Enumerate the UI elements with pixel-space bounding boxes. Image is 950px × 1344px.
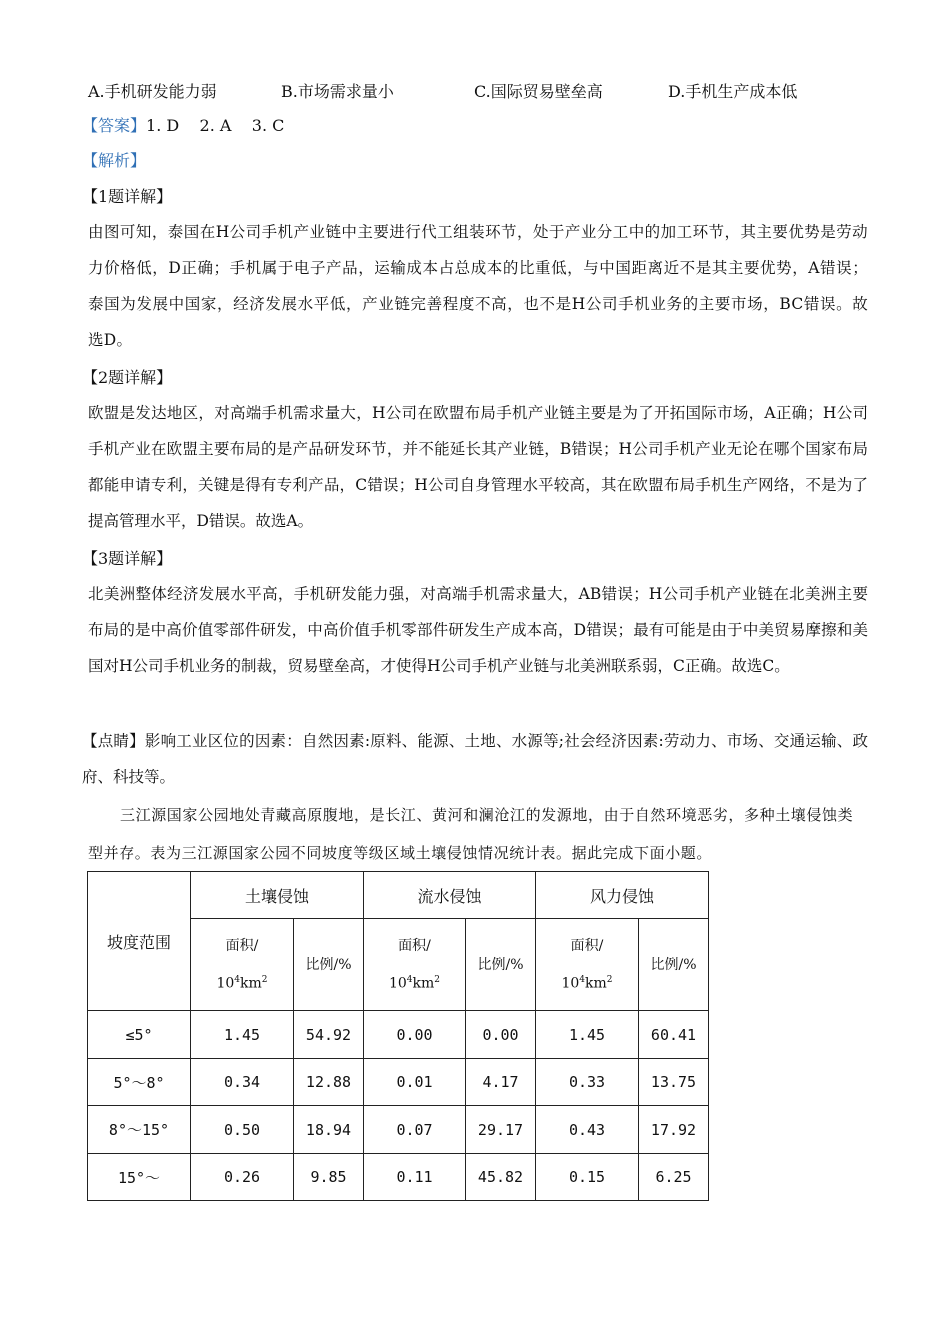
answer-tag: 【答案】 — [82, 116, 147, 135]
table-row — [88, 1154, 709, 1201]
table-cell: 1.45 — [536, 1011, 639, 1059]
table-cell: 17.92 — [639, 1106, 709, 1154]
option-a — [88, 82, 217, 102]
tip-tag: 【点睛】 — [82, 732, 145, 750]
analysis-line — [82, 151, 146, 171]
table-cell: 0.43 — [536, 1106, 639, 1154]
area-header — [364, 919, 466, 1011]
area-unit-tail: km — [240, 975, 262, 992]
table-cell: 54.92 — [294, 1011, 364, 1059]
q1-body: 由图可知，泰国在H公司手机产业链中主要进行代工组装环节，处于产业分工中的加工环节，其主要优势是劳动力价格低，D正确；手机属于电子产品，运输成本占总成本的比重低，与中国距离近不是其主要优势，A错误；泰国为发展中国家，经济发展水平低，产业链完善程度不高，也不是H公司手机业务的主要市场，BC错误。故选D。 — [88, 223, 868, 349]
answer-line — [82, 116, 284, 136]
option-d — [668, 82, 797, 102]
area-label: 面积/ — [225, 937, 259, 954]
area-unit-exp: 4 — [579, 974, 586, 985]
table-cell: 0.33 — [536, 1059, 639, 1106]
slope-range-cell: 5°～8° — [88, 1059, 191, 1106]
area-unit-exp: 4 — [406, 974, 413, 985]
table-cell: 0.07 — [364, 1106, 466, 1154]
area-unit-base: 10 — [388, 975, 407, 992]
table-cell: 13.75 — [639, 1059, 709, 1106]
area-unit-exp: 4 — [234, 974, 241, 985]
option-b — [281, 82, 394, 102]
area-unit-sq: 2 — [434, 974, 441, 985]
slope-range-cell: ≤5° — [88, 1011, 191, 1059]
area-unit-sq: 2 — [606, 974, 613, 985]
q2-body: 欧盟是发达地区，对高端手机需求量大，H公司在欧盟布局手机产业链主要是为了开拓国际市场，A正确；H公司手机产业在欧盟主要布局的是产品研发环节，并不能延长其产业链，B错误；H公司手机产业无论在哪个国家布局都能申请专利，关键是得有专利产品，C错误；H公司自身管理水平较高，其在欧盟布局手机生产网络，不是为了提高管理水平，D错误。故选A。 — [88, 404, 868, 530]
area-unit-tail: km — [412, 975, 435, 992]
table-cell: 0.15 — [536, 1154, 639, 1201]
table-row — [88, 1011, 709, 1059]
ratio-header: 比例/% — [466, 919, 536, 1011]
table-cell: 9.85 — [294, 1154, 364, 1201]
option-c — [474, 82, 603, 102]
answer-text: 1. D 2. A 3. C — [146, 116, 285, 135]
table-cell: 0.01 — [364, 1059, 466, 1106]
slope-range-cell: 8°～15° — [88, 1106, 191, 1154]
slope-range-header: 坡度范围 — [88, 872, 191, 1011]
option-b-letter: B. — [281, 82, 298, 101]
soil-erosion-header: 土壤侵蚀 — [191, 872, 364, 919]
area-header — [536, 919, 639, 1011]
ratio-header: 比例/% — [639, 919, 709, 1011]
area-header — [191, 919, 294, 1011]
ratio-header: 比例/% — [294, 919, 364, 1011]
area-unit-base: 10 — [561, 975, 580, 992]
table-row — [88, 1106, 709, 1154]
option-b-text: 市场需求量小 — [297, 82, 394, 101]
table-row — [88, 1059, 709, 1106]
q3-body: 北美洲整体经济发展水平高，手机研发能力强，对高端手机需求量大，AB错误；H公司手机产业链在北美洲主要布局的是中高价值零部件研发，中高价值手机零部件研发生产成本高，D错误；最有可能是由于中美贸易摩擦和美国对H公司手机业务的制裁，贸易壁垒高，才使得H公司手机产业链与北美洲联系弱，C正确。故选C。 — [88, 585, 868, 675]
table-cell: 0.00 — [364, 1011, 466, 1059]
analysis-tag: 【解析】 — [82, 151, 147, 170]
wind-erosion-header: 风力侵蚀 — [536, 872, 709, 919]
option-a-letter: A. — [88, 82, 105, 101]
area-unit-sq: 2 — [261, 974, 268, 985]
table-cell: 0.34 — [191, 1059, 294, 1106]
table-cell: 0.26 — [191, 1154, 294, 1201]
table-cell: 6.25 — [639, 1154, 709, 1201]
slope-range-cell: 15°～ — [88, 1154, 191, 1201]
option-d-letter: D. — [668, 82, 686, 101]
option-d-text: 手机生产成本低 — [685, 82, 798, 101]
q1-heading: 【1题详解】 — [82, 187, 173, 206]
table-cell: 1.45 — [191, 1011, 294, 1059]
table-cell: 4.17 — [466, 1059, 536, 1106]
table-cell: 12.88 — [294, 1059, 364, 1106]
q2-heading: 【2题详解】 — [82, 368, 173, 387]
tip-paragraph — [82, 723, 868, 795]
q3-heading: 【3题详解】 — [82, 549, 173, 568]
table-cell: 18.94 — [294, 1106, 364, 1154]
option-c-text: 国际贸易壁垒高 — [490, 82, 603, 101]
area-unit-tail: km — [585, 975, 607, 992]
option-c-letter: C. — [474, 82, 491, 101]
table-cell: 0.11 — [364, 1154, 466, 1201]
erosion-table — [87, 871, 709, 1201]
table-header-row-1 — [88, 872, 709, 919]
option-a-text: 手机研发能力弱 — [104, 82, 217, 101]
area-unit-base: 10 — [216, 975, 235, 992]
table-cell: 60.41 — [639, 1011, 709, 1059]
intro-paragraph: 三江源国家公园地处青藏高原腹地，是长江、黄河和澜沧江的发源地，由于自然环境恶劣，多种土壤侵蚀类型并存。表为三江源国家公园不同坡度等级区域土壤侵蚀情况统计表。据此完成下面小题。 — [88, 806, 854, 862]
table-cell: 29.17 — [466, 1106, 536, 1154]
area-label: 面积/ — [398, 937, 431, 954]
table-cell: 45.82 — [466, 1154, 536, 1201]
water-erosion-header: 流水侵蚀 — [364, 872, 536, 919]
area-label: 面积/ — [570, 937, 604, 954]
table-cell: 0.50 — [191, 1106, 294, 1154]
tip-body: 影响工业区位的因素：自然因素:原料、能源、土地、水源等;社会经济因素:劳动力、市场、交通运输、政府、科技等。 — [82, 732, 868, 786]
table-cell: 0.00 — [466, 1011, 536, 1059]
